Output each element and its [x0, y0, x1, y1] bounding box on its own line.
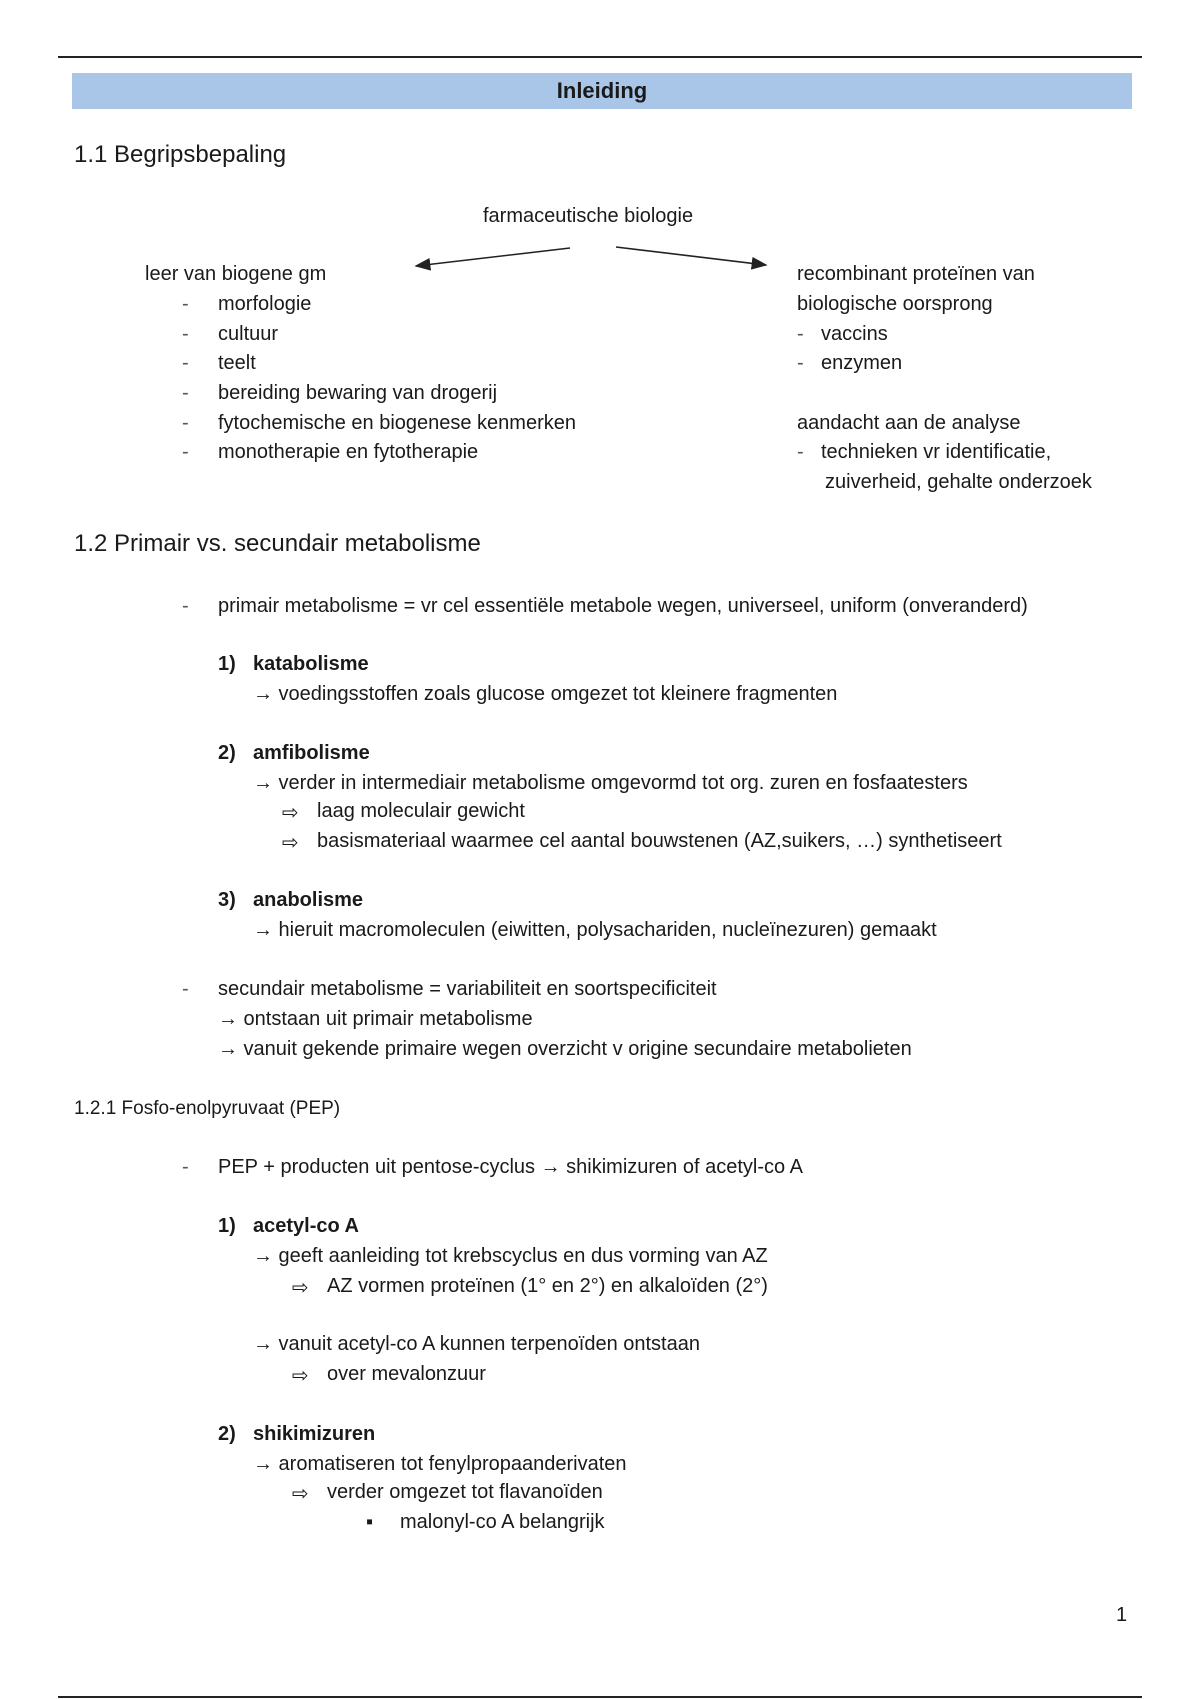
acetyl-line-1: → geeft aanleiding tot krebscyclus en dus vorming van AZ — [253, 1245, 768, 1267]
pep-text: PEP + producten uit pentose-cyclus → shikimizuren of acetyl-co A — [218, 1156, 803, 1178]
right-analysis: aandacht aan de analyse — [797, 412, 1021, 434]
left-title: leer van biogene gm — [145, 263, 327, 285]
branch-arrows — [0, 0, 1200, 300]
kat-number: 1) — [218, 653, 236, 675]
shikimi-sub-1: verder omgezet tot flavanoïden — [327, 1481, 603, 1503]
hollow-arrow-icon: ⇨ — [282, 832, 299, 854]
list-item: cultuur — [218, 323, 279, 345]
hollow-arrow-icon: ⇨ — [282, 802, 299, 824]
list-item: fytochemische en biogenese kenmerken — [218, 412, 576, 434]
acetyl-title: acetyl-co A — [253, 1215, 359, 1237]
right-arrow — [616, 247, 766, 265]
hollow-arrow-icon: ⇨ — [292, 1483, 309, 1505]
acetyl-sub-1: AZ vormen proteïnen (1° en 2°) en alkaloïden (2°) — [327, 1275, 768, 1297]
left-arrow — [416, 248, 570, 266]
list-item: enzymen — [821, 352, 903, 374]
kat-line: → voedingsstoffen zoals glucose omgezet tot kleinere fragmenten — [253, 683, 838, 705]
heading-1-1: 1.1 Begripsbepaling — [74, 141, 287, 168]
acetyl-sub-2: over mevalonzuur — [327, 1363, 486, 1385]
right-tech-1: technieken vr identificatie, — [821, 441, 1052, 463]
heading-1-2-1: 1.2.1 Fosfo-enolpyruvaat (PEP) — [74, 1098, 341, 1119]
square-bullet-icon: ▪ — [366, 1511, 374, 1533]
secundair-line-2: → vanuit gekende primaire wegen overzicht v origine secundaire metabolieten — [218, 1038, 912, 1060]
shikimi-sub-2: malonyl-co A belangrijk — [400, 1511, 605, 1533]
shikimi-title: shikimizuren — [253, 1423, 376, 1445]
list-item: bereiding bewaring van drogerij — [218, 382, 498, 404]
kat-title: katabolisme — [253, 653, 369, 675]
bottom-rule — [58, 1696, 1142, 1698]
list-item: morfologie — [218, 293, 312, 315]
list-item: monotherapie en fytotherapie — [218, 441, 479, 463]
secundair-line-1: → ontstaan uit primair metabolisme — [218, 1008, 533, 1030]
page-title: Inleiding — [72, 73, 1132, 109]
acetyl-number: 1) — [218, 1215, 236, 1237]
right-title-2: biologische oorsprong — [797, 293, 993, 315]
ana-number: 3) — [218, 889, 236, 911]
shikimi-number: 2) — [218, 1423, 236, 1445]
ana-title: anabolisme — [253, 889, 364, 911]
list-item: teelt — [218, 352, 256, 374]
ana-line: → hieruit macromoleculen (eiwitten, polysachariden, nucleïnezuren) gemaakt — [253, 919, 937, 941]
amf-sub-2: basismateriaal waarmee cel aantal bouwstenen (AZ,suikers, …) synthetiseert — [317, 830, 1002, 852]
list-item: vaccins — [821, 323, 888, 345]
page-number: 1 — [1116, 1604, 1128, 1626]
right-tech-2: zuiverheid, gehalte onderzoek — [825, 471, 1092, 493]
shikimi-line-1: → aromatiseren tot fenylpropaanderivaten — [253, 1453, 627, 1475]
hollow-arrow-icon: ⇨ — [292, 1277, 309, 1299]
amf-sub-1: laag moleculair gewicht — [317, 800, 525, 822]
right-title-1: recombinant proteïnen van — [797, 263, 1035, 285]
hollow-arrow-icon: ⇨ — [292, 1365, 309, 1387]
heading-1-2: 1.2 Primair vs. secundair metabolisme — [74, 530, 481, 557]
acetyl-line-2: → vanuit acetyl-co A kunnen terpenoïden ontstaan — [253, 1333, 700, 1355]
secundair-text: secundair metabolisme = variabiliteit en soortspecificiteit — [218, 978, 717, 1000]
center-label: farmaceutische biologie — [483, 205, 694, 227]
primair-text: primair metabolisme = vr cel essentiële metabole wegen, universeel, uniform (onveranderd) — [218, 595, 1028, 617]
amf-line: → verder in intermediair metabolisme omgevormd tot org. zuren en fosfaatesters — [253, 772, 968, 794]
amf-number: 2) — [218, 742, 236, 764]
amf-title: amfibolisme — [253, 742, 370, 764]
